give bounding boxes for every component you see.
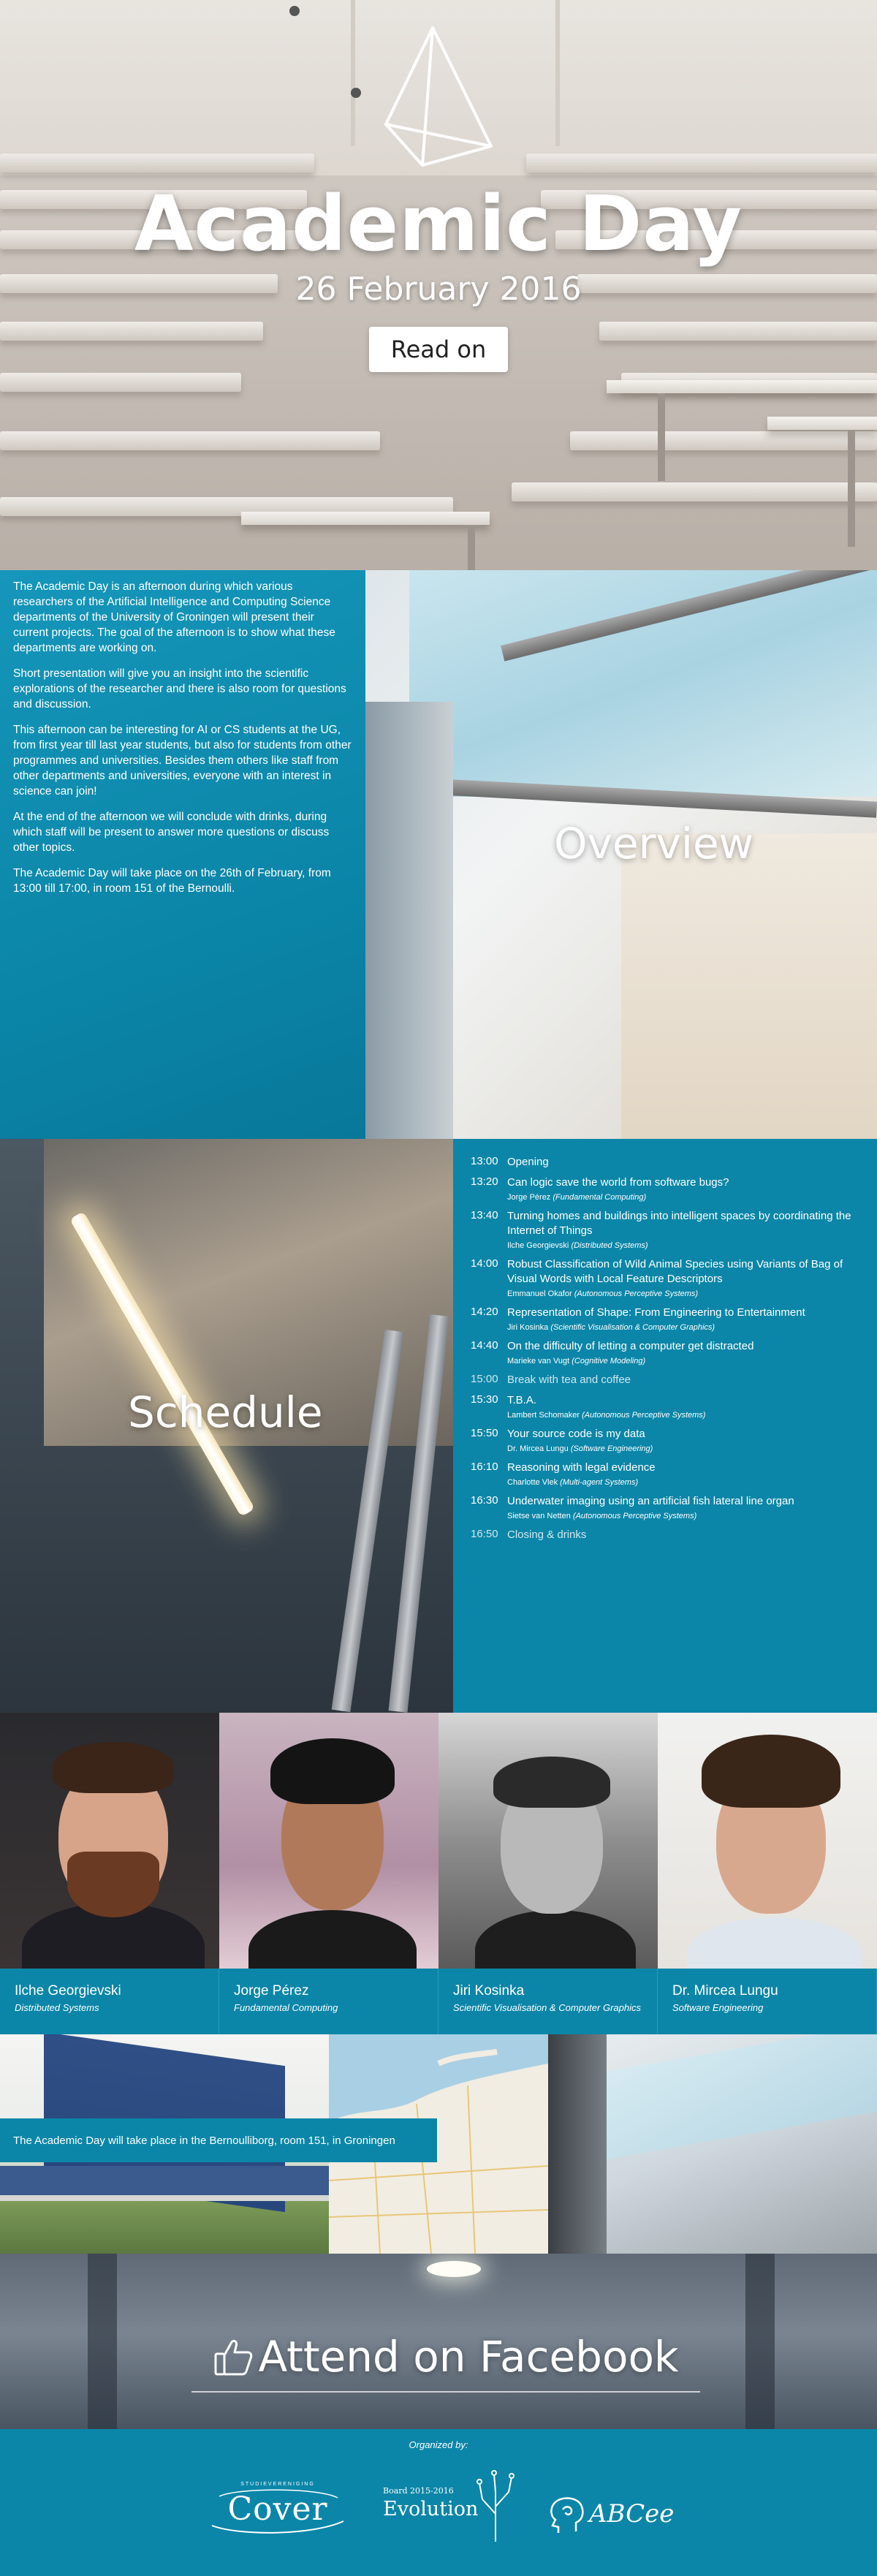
location-banner: The Academic Day will take place in the Bernoulliborg, room 151, in Groningen xyxy=(0,2118,437,2162)
footer xyxy=(0,2429,877,2576)
speaker-card xyxy=(219,1713,438,2034)
schedule-speaker xyxy=(507,1288,859,1300)
thumbs-up-icon xyxy=(213,2336,254,2377)
schedule-speaker-group: (Distributed Systems) xyxy=(571,1241,648,1250)
evolution-board-logo[interactable] xyxy=(380,2470,526,2543)
speaker-photo xyxy=(658,1713,877,1969)
speaker-name: Ilche Georgievski xyxy=(15,1983,121,1999)
overview-paragraph: This afternoon can be interesting for AI or CS students at the UG, from first year till last year students, but also for students from other programmes and universities. Besides them others like staff from other departments and universities, everyone with an interest in science can join! xyxy=(13,724,352,798)
schedule-speaker-name: Marieke van Vugt xyxy=(507,1357,570,1365)
schedule-item xyxy=(471,1373,859,1387)
tree-icon xyxy=(474,2470,517,2543)
speaker-group: Scientific Visualisation & Computer Graphics xyxy=(453,2002,641,2013)
schedule-talk-title: Underwater imaging using an artificial fish lateral line organ xyxy=(507,1495,794,1507)
read-on-button[interactable]: Read on xyxy=(369,327,508,372)
schedule-speaker-name: Jorge Pérez xyxy=(507,1193,551,1202)
schedule-item xyxy=(471,1175,859,1203)
speaker-group: Distributed Systems xyxy=(15,2002,99,2013)
overview-section xyxy=(0,570,877,1139)
schedule-heading: Schedule xyxy=(128,1387,323,1437)
schedule-time: 16:10 xyxy=(471,1461,498,1473)
schedule-time: 14:00 xyxy=(471,1257,498,1270)
corridor-column xyxy=(745,2254,775,2429)
schedule-talk-title: Break with tea and coffee xyxy=(507,1374,631,1386)
schedule-speaker-name: Sietse van Netten xyxy=(507,1512,571,1520)
schedule-time: 16:30 xyxy=(471,1494,498,1507)
schedule-item xyxy=(471,1306,859,1333)
hero-title: Academic Day xyxy=(134,179,743,268)
cover-logo[interactable] xyxy=(209,2482,346,2534)
attend-on-facebook-label: Attend on Facebook xyxy=(258,2332,679,2382)
schedule-talk-title: T.B.A. xyxy=(507,1394,537,1406)
schedule-item xyxy=(471,1339,859,1367)
organized-by-label: Organized by: xyxy=(409,2439,468,2450)
speaker-card xyxy=(0,1713,219,2034)
schedule-speaker-name: Lambert Schomaker xyxy=(507,1411,580,1420)
overview-text-panel xyxy=(0,570,365,1139)
schedule-item xyxy=(471,1528,859,1542)
overview-heading: Overview xyxy=(554,819,754,868)
abcee-logo[interactable] xyxy=(547,2495,675,2539)
overview-paragraph: At the end of the afternoon we will conclude with drinks, during which staff will be present to answer more questions or discuss other topics. xyxy=(13,811,330,854)
schedule-speaker-group: (Cognitive Modeling) xyxy=(572,1357,646,1365)
schedule-speaker-group: (Autonomous Perceptive Systems) xyxy=(582,1411,706,1420)
schedule-speaker xyxy=(507,1355,859,1367)
ceiling-light xyxy=(427,2261,481,2277)
schedule-speaker-group: (Software Engineering) xyxy=(570,1444,653,1453)
abcee-logo-text: ABCee xyxy=(589,2499,675,2528)
schedule-time: 13:00 xyxy=(471,1155,498,1167)
overview-architecture-image xyxy=(365,570,877,1139)
hero-date: 26 February 2016 xyxy=(295,270,582,308)
schedule-speaker-name: Ilche Georgievski xyxy=(507,1241,569,1250)
speaker-card xyxy=(658,1713,877,2034)
schedule-stairwell-image xyxy=(0,1139,453,1713)
evolution-board-label: Board 2015-2016 xyxy=(383,2486,454,2496)
schedule-item xyxy=(471,1393,859,1421)
schedule-speaker-group: (Scientific Visualisation & Computer Graphics) xyxy=(550,1323,715,1332)
schedule-speaker xyxy=(507,1510,859,1522)
schedule-item xyxy=(471,1494,859,1522)
schedule-talk-title: Representation of Shape: From Engineering to Entertainment xyxy=(507,1306,805,1319)
overview-paragraph: The Academic Day will take place on the 26th of February, from 13:00 till 17:00, in room 151 of the Bernoulli. xyxy=(13,867,331,895)
speaker-photo xyxy=(438,1713,658,1969)
speaker-name: Jorge Pérez xyxy=(234,1983,309,1999)
speaker-group: Fundamental Computing xyxy=(234,2002,338,2013)
academic-day-logo-icon xyxy=(380,22,497,175)
speaker-name: Jiri Kosinka xyxy=(453,1983,525,1999)
schedule-speaker-group: (Autonomous Perceptive Systems) xyxy=(574,1289,699,1298)
schedule-talk-title: Turning homes and buildings into intelligent spaces by coordinating the Internet of Things xyxy=(507,1210,851,1237)
schedule-time: 15:00 xyxy=(471,1373,498,1385)
schedule-time: 15:50 xyxy=(471,1427,498,1439)
schedule-speaker xyxy=(507,1322,859,1333)
schedule-talk-title: Robust Classification of Wild Animal Species using Variants of Bag of Visual Words with Local Feature Descriptors xyxy=(507,1258,843,1285)
schedule-time: 13:40 xyxy=(471,1209,498,1221)
schedule-talk-title: Your source code is my data xyxy=(507,1428,645,1440)
schedule-speaker-name: Emmanuel Okafor xyxy=(507,1289,572,1298)
schedule-speaker-name: Dr. Mircea Lungu xyxy=(507,1444,569,1453)
schedule-item xyxy=(471,1427,859,1455)
schedule-speaker xyxy=(507,1477,859,1488)
speaker-name: Dr. Mircea Lungu xyxy=(672,1983,778,1999)
schedule-time: 16:50 xyxy=(471,1528,498,1540)
hero-section xyxy=(0,0,877,570)
ceiling-camera-icon xyxy=(289,6,300,16)
cover-sub-label: STUDIEVERENIGING xyxy=(240,2482,315,2487)
location-section xyxy=(0,2034,877,2254)
wall-seam xyxy=(351,0,355,146)
schedule-speaker xyxy=(507,1240,859,1251)
glass-roof-image xyxy=(548,2034,877,2254)
schedule-list xyxy=(453,1139,877,1713)
wall-seam xyxy=(555,0,560,146)
schedule-time: 13:20 xyxy=(471,1175,498,1188)
schedule-time: 15:30 xyxy=(471,1393,498,1406)
overview-paragraph: The Academic Day is an afternoon during which various researchers of the Artificial Intelligence and Computing Science departments of the University of Groningen will present their current projects. The goal of the afternoon is to show what these departments are working on. xyxy=(13,580,335,654)
speakers-section xyxy=(0,1713,877,2034)
schedule-speaker xyxy=(507,1409,859,1421)
facebook-section xyxy=(0,2254,877,2429)
schedule-speaker-group: (Autonomous Perceptive Systems) xyxy=(572,1512,697,1520)
schedule-speaker xyxy=(507,1443,859,1455)
schedule-item xyxy=(471,1461,859,1488)
evolution-logo-text: Evolution xyxy=(383,2498,479,2520)
schedule-speaker xyxy=(507,1192,859,1203)
speaker-card xyxy=(438,1713,658,2034)
schedule-speaker-group: (Fundamental Computing) xyxy=(553,1193,647,1202)
overview-paragraph: Short presentation will give you an insight into the scientific explorations of the researcher and there is also room for questions and discussion. xyxy=(13,667,346,711)
schedule-item xyxy=(471,1209,859,1251)
cover-logo-text: Cover xyxy=(227,2490,328,2528)
schedule-talk-title: Reasoning with legal evidence xyxy=(507,1461,656,1474)
schedule-talk-title: Closing & drinks xyxy=(507,1528,587,1541)
ceiling-camera-icon xyxy=(351,88,361,98)
speaker-group: Software Engineering xyxy=(672,2002,764,2013)
schedule-speaker-group: (Multi-agent Systems) xyxy=(560,1478,639,1487)
speaker-photo xyxy=(0,1713,219,1969)
schedule-talk-title: Opening xyxy=(507,1156,549,1168)
schedule-talk-title: On the difficulty of letting a computer get distracted xyxy=(507,1340,754,1352)
schedule-speaker-name: Jiri Kosinka xyxy=(507,1323,549,1332)
schedule-section xyxy=(0,1139,877,1713)
schedule-time: 14:20 xyxy=(471,1306,498,1318)
attend-on-facebook-link[interactable] xyxy=(191,2322,700,2393)
schedule-time: 14:40 xyxy=(471,1339,498,1352)
schedule-speaker-name: Charlotte Vlek xyxy=(507,1478,558,1487)
schedule-talk-title: Can logic save the world from software bugs? xyxy=(507,1176,729,1189)
schedule-item xyxy=(471,1155,859,1170)
corridor-column xyxy=(88,2254,117,2429)
speaker-photo xyxy=(219,1713,438,1969)
abcee-head-icon xyxy=(547,2495,586,2536)
schedule-item xyxy=(471,1257,859,1300)
